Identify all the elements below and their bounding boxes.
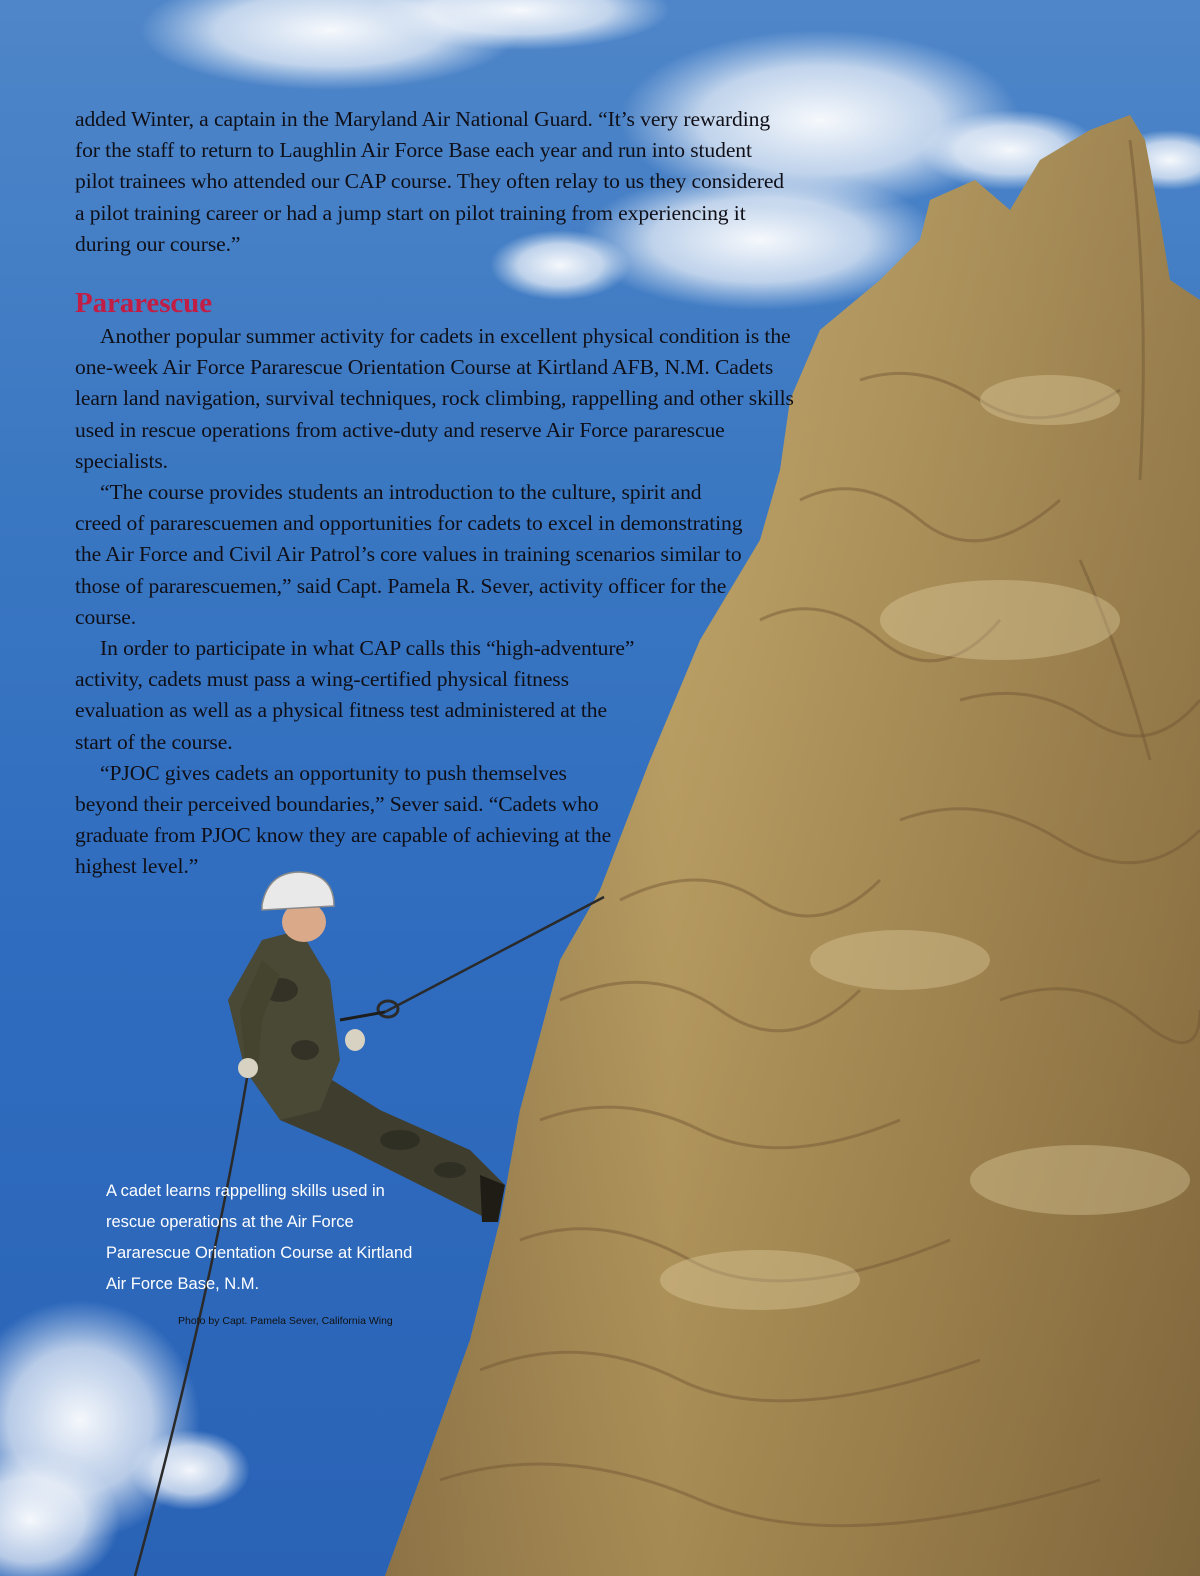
article-paragraph: “PJOC gives cadets an opportunity to push themselves beyond their perceived boundaries,” Sever said. “Cadets who graduate from PJOC know they are capable of achieving at the highest level.”	[75, 760, 612, 879]
article-body	[75, 104, 815, 883]
article-paragraph: “The course provides students an introduction to the culture, spirit and creed of pararescuemen and opportunities for cadets to excel in demonstrating the Air Force and Civil Air Patrol’s core values in training scenarios similar to those of pararescuemen,” said Capt. Pamela R. Sever, activity officer for the course.	[75, 480, 743, 629]
article-paragraph: In order to participate in what CAP calls this “high-adventure” activity, cadets must pass a wing-certified physical fitness evaluation as well as a physical fitness test administered at the start of the course.	[75, 636, 635, 754]
article-paragraph: Another popular summer activity for cadets in excellent physical condition is the one-week Air Force Pararescue Orientation Course at Kirtland AFB, N.M. Cadets learn land navigation, survival techniques, rock climbing, rappelling and other skills used in rescue operations from active-duty and reserve Air Force pararescue specialists.	[75, 324, 794, 473]
photo-caption: A cadet learns rappelling skills used in rescue operations at the Air Force Pararescue Orientation Course at Kirtland Air Force Base, N.M.	[106, 1182, 413, 1293]
cadet-figure	[228, 872, 505, 1222]
lead-paragraph: added Winter, a captain in the Maryland Air National Guard. “It’s very rewarding for the staff to return to Laughlin Air Force Base each year and run into student pilot trainees who attended our CAP course. They often relay to us they considered a pilot training career or had a jump start on pilot training from experiencing it during our course.”	[75, 107, 785, 256]
section-heading: Pararescue	[75, 287, 212, 320]
photo-credit: Photo by Capt. Pamela Sever, California Wing	[178, 1315, 393, 1327]
